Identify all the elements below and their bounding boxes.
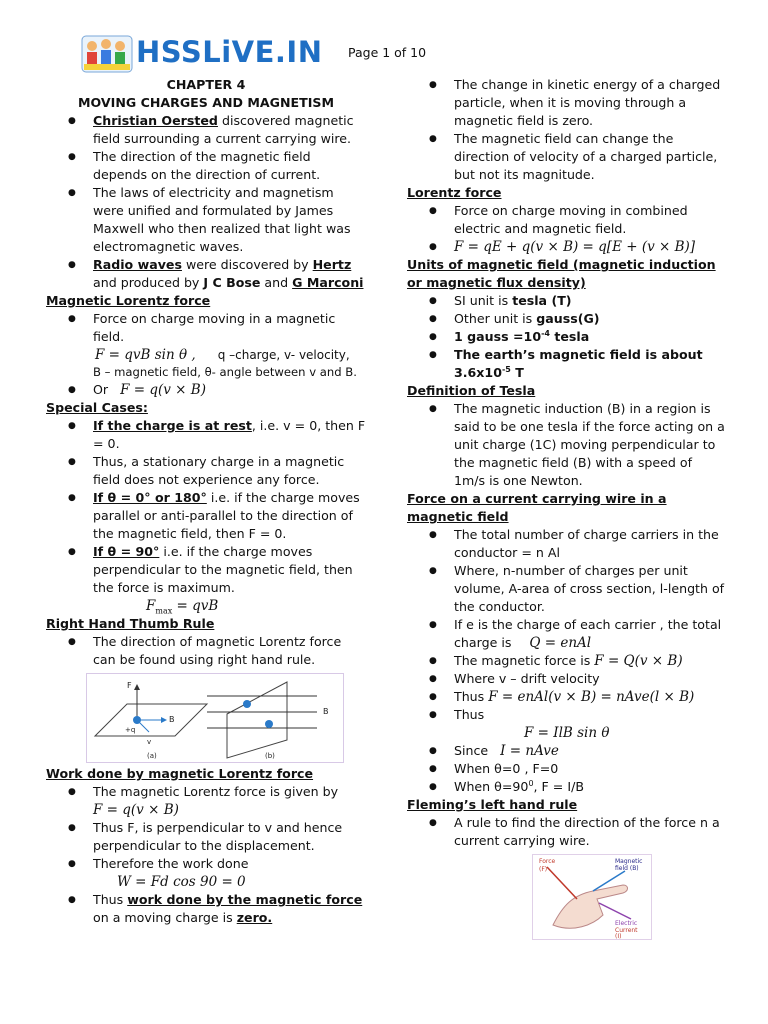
chapter-label: CHAPTER 4 — [166, 77, 246, 92]
label-a: (a) — [147, 752, 157, 760]
list-item: ● When $\theta=90^0$, F = I/B — [407, 778, 727, 796]
list-item: ● Radio waves were discovered by Hertz and produced by J C Bose and G Marconi — [46, 256, 366, 292]
list-item: ● The magnetic induction (B) in a region is said to be one tesla if the force acting on a unit charge (1C) moving perpendicular to the magnetic field (B) with a speed of 1m/s is one Newton. — [407, 400, 727, 490]
list-item: ● 1 gauss $=10^{-4}$ tesla — [407, 328, 727, 346]
list-item: ● SI unit is tesla (T) — [407, 292, 727, 310]
label-B: B — [169, 715, 175, 724]
list-item: ● F = qE + q(v × B) = q[E + (v × B)] — [407, 238, 727, 256]
list-item: ● The laws of electricity and magnetism were unified and formulated by James Maxwell who then realized that light was electromagnetic waves. — [46, 184, 366, 256]
list-item: ● The change in kinetic energy of a charged particle, when it is moving through a magnetic field is zero. — [407, 76, 727, 130]
list-item: ● A rule to find the direction of the force n a current carrying wire. — [407, 814, 727, 850]
right-hand-rule-figure — [86, 673, 344, 763]
section-heading-lorentz-force: Lorentz force — [407, 185, 502, 200]
list-item: ● The direction of the magnetic field depends on the direction of current. — [46, 148, 366, 184]
svg-text:Magnetic: Magnetic — [615, 858, 643, 865]
list-item: ● When θ=0 , F=0 — [407, 760, 727, 778]
label-v: v — [147, 738, 152, 746]
list-item: ● Force on charge moving in combined electric and magnetic field. — [407, 202, 727, 238]
field-diagram-icon — [87, 674, 343, 762]
list-item: ● Other unit is gauss(G) — [407, 310, 727, 328]
label-b: (b) — [265, 752, 275, 760]
list-item: ● Thus, a stationary charge in a magnetic field does not experience any force. — [46, 453, 366, 489]
left-hand-icon — [533, 855, 651, 939]
legend-text: B – magnetic field, θ- angle between v and B. — [93, 365, 357, 379]
list-item: ● Or F = q(v × B) — [46, 381, 366, 399]
list-item: ● Force on charge moving in a magnetic field. F = qvB sin θ , q –charge, v- velocity, — [46, 310, 366, 364]
fleming-hand-figure — [532, 854, 652, 940]
list-item: ● The total number of charge carriers in the conductor = n Al — [407, 526, 727, 562]
label-F: F — [127, 681, 132, 690]
left-column — [46, 76, 366, 927]
list-item: ● If the charge is at rest, i.e. v = 0, then F = 0. — [46, 417, 366, 453]
list-item: ● The earth’s magnetic field is about $3.6x10^{-5}$ T — [407, 346, 727, 382]
list-item: ● Christian Oersted discovered magnetic field surrounding a current carrying wire. — [46, 112, 366, 148]
svg-text:field (B): field (B) — [615, 865, 639, 872]
list-item: ● Thus work done by the magnetic force on a moving charge is zero. — [46, 891, 366, 927]
list-item: ● Therefore the work done W = Fd cos 90 = 0 — [46, 855, 366, 891]
list-item: ● Where v – drift velocity — [407, 670, 727, 688]
section-heading-rhtr: Right Hand Thumb Rule — [46, 616, 215, 631]
equation: F = qvB sin θ , — [95, 347, 196, 363]
list-item: ● Thus F = IlB sin θ — [407, 706, 727, 742]
list-item: ● The magnetic Lorentz force is given by F = q(v × B) — [46, 783, 366, 819]
list-item: ● The magnetic field can change the direction of velocity of a charged particle, but not its magnitude. — [407, 130, 727, 184]
svg-text:(I): (I) — [615, 933, 622, 939]
chapter-title: MOVING CHARGES AND MAGNETISM — [78, 95, 334, 110]
list-item: ● If θ = 90° i.e. if the charge moves perpendicular to the magnetic field, then the force is maximum. — [46, 543, 366, 597]
section-heading-units: Units of magnetic field (magnetic induction or magnetic flux density) — [407, 257, 716, 290]
svg-text:Electric: Electric — [615, 920, 638, 927]
intro-list — [46, 112, 366, 292]
svg-text:Force: Force — [539, 858, 556, 865]
kids-logo-icon — [80, 30, 134, 74]
section-heading-tesla: Definition of Tesla — [407, 383, 536, 398]
list-item: ● The magnetic force is F = Q(v × B) — [407, 652, 727, 670]
site-logo — [80, 30, 323, 74]
section-heading-wire: Force on a current carrying wire in a magnetic field — [407, 491, 667, 524]
svg-text:Current: Current — [615, 927, 638, 934]
list-item: ● Thus F = enAl(v × B) = nAve(l × B) — [407, 688, 727, 706]
equation-fmax: $F_{max}$ = qvB — [146, 598, 219, 616]
label-q: +q — [125, 726, 136, 734]
list-item: ● The direction of magnetic Lorentz force can be found using right hand rule. — [46, 633, 366, 669]
page-number: Page 1 of 10 — [348, 45, 427, 60]
section-heading-special: Special Cases: — [46, 400, 148, 415]
equation: F = q(v × B) — [93, 802, 179, 818]
brand-name: HSSLiVE.IN — [136, 35, 323, 69]
section-heading-lorentz: Magnetic Lorentz force — [46, 293, 211, 308]
list-item: ● If e is the charge of each carrier , the total charge is Q = enAl — [407, 616, 727, 652]
section-heading-work: Work done by magnetic Lorentz force — [46, 766, 314, 781]
list-item: ● Thus F, is perpendicular to v and hence perpendicular to the displacement. — [46, 819, 366, 855]
list-item: ● Where, n-number of charges per unit volume, A-area of cross section, l-length of the conductor. — [407, 562, 727, 616]
svg-text:B: B — [323, 707, 329, 716]
list-item: ● If θ = 0° or 180° i.e. if the charge moves parallel or anti-parallel to the direction of the magnetic field, then F = 0. — [46, 489, 366, 543]
section-heading-fleming: Fleming’s left hand rule — [407, 797, 578, 812]
right-column — [407, 76, 727, 940]
equation: W = Fd cos 90 = 0 — [117, 874, 246, 890]
list-item: ● Since I = nAve — [407, 742, 727, 760]
svg-text:(F): (F) — [539, 866, 548, 873]
